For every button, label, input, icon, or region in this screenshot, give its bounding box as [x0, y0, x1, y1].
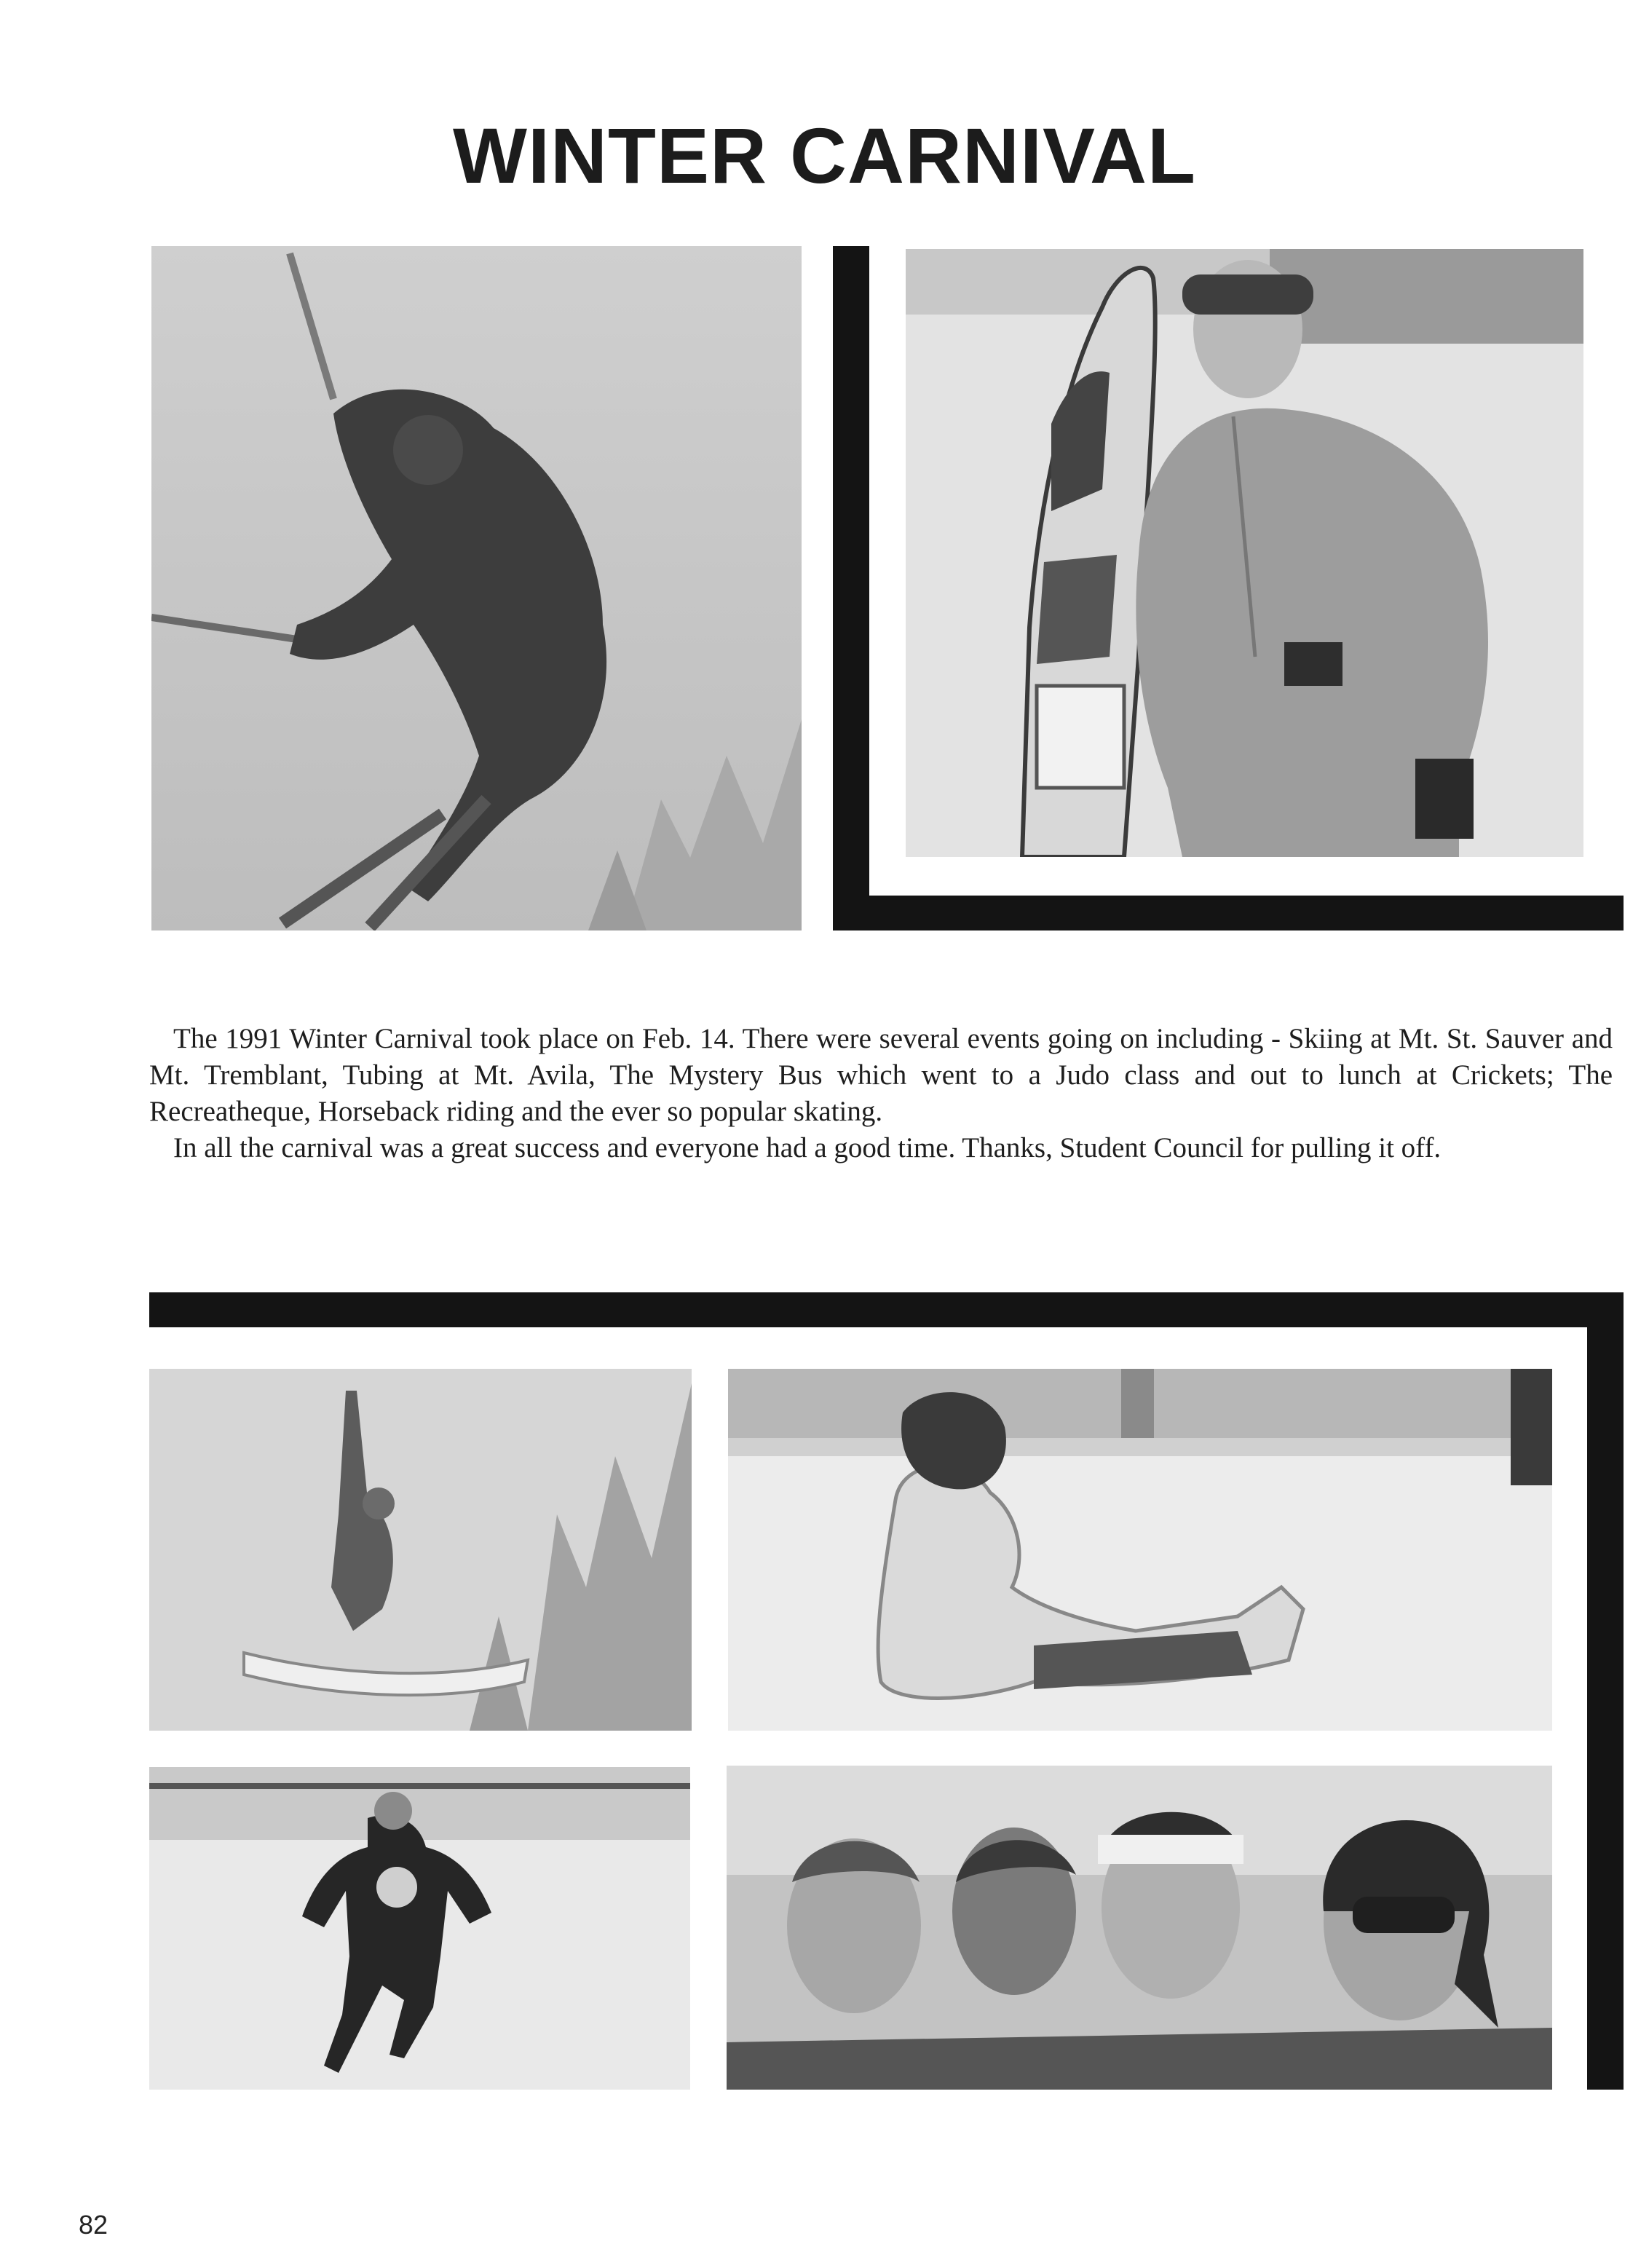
snowboard-jump-icon	[149, 1369, 692, 1731]
skier-jump-icon	[151, 246, 802, 930]
photo-snowboarder-portrait	[906, 249, 1583, 857]
photo-skier-jump	[151, 246, 802, 930]
sitting-skater-icon	[728, 1369, 1552, 1731]
photo-snowboard-jump	[149, 1369, 692, 1731]
article-paragraph-2: In all the carnival was a great success and everyone had a good time. Thanks, Student Council for pulling it off.	[173, 1132, 1442, 1163]
photo-hockey-skater	[149, 1767, 690, 2090]
frame-bar-horizontal-bottom	[149, 1292, 1624, 1327]
group-friends-icon	[727, 1766, 1552, 2090]
article-paragraph-1: The 1991 Winter Carnival took place on Feb. 14. There were several events going on including - Skiing at Mt. St. Sauver and Mt. Tremblant, Tubing at Mt. Avila, The Mystery Bus which went to a Judo class and out to lunch at Crickets; The Recreatheque, Horseback riding and the ever so popular skating.	[149, 1023, 1613, 1127]
hockey-skater-icon	[149, 1767, 690, 2090]
photo-group-of-friends	[727, 1766, 1552, 2090]
frame-bar-vertical-bottom	[1587, 1292, 1624, 2090]
frame-bar-horizontal-top	[833, 896, 1624, 930]
photo-sitting-skater	[728, 1369, 1552, 1731]
frame-bar-vertical-top	[833, 246, 869, 930]
snowboarder-portrait-icon	[906, 249, 1583, 857]
page-number: 82	[79, 2210, 108, 2240]
page-title: WINTER CARNIVAL	[453, 111, 1196, 199]
article-body	[149, 1021, 1613, 1166]
